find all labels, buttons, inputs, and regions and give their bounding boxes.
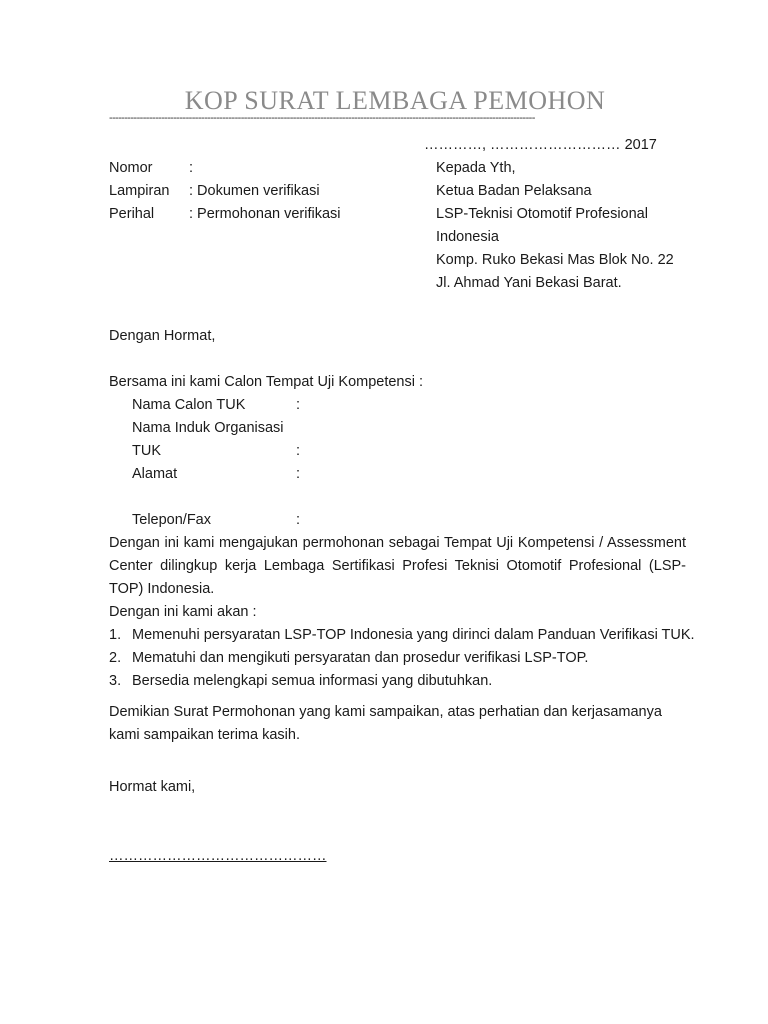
letterhead-separator: ------------------------------------------------------------------------------------------------------------------------------------------- [109, 112, 535, 124]
commitment-text: Memenuhi persyaratan LSP-TOP Indonesia yang dirinci dalam Panduan Verifikasi TUK. [132, 627, 695, 643]
recipient-line: LSP-Teknisi Otomotif Profesional [436, 206, 648, 222]
commitment-number: 3. [109, 673, 122, 689]
letterhead-title: KOP SURAT LEMBAGA PEMOHON [184, 86, 606, 115]
field-label: Nama Induk Organisasi [132, 420, 284, 436]
commitment-number: 2. [109, 650, 122, 666]
recipient-line: Ketua Badan Pelaksana [436, 183, 592, 199]
meta-label-lampiran: Lampiran [109, 183, 170, 199]
meta-label-perihal: Perihal [109, 206, 155, 222]
greeting: Dengan Hormat, [109, 328, 216, 344]
body-paragraph: Dengan ini kami mengajukan permohonan sebagai Tempat Uji Kompetensi / Assessment Center dilingkup kerja Lembaga Sertifikasi Profesi Teknisi Otomotif Profesional (LSP-TOP) Indonesia. [109, 535, 686, 597]
commitment-intro: Dengan ini kami akan : [109, 604, 257, 620]
commitment-text: Bersedia melengkapi semua informasi yang dibutuhkan. [132, 673, 493, 689]
closing-paragraph: Demikian Surat Permohonan yang kami sampaikan, atas perhatian dan kerjasamanya kami sampaikan terima kasih. [109, 704, 662, 743]
recipient-line: Kepada Yth, [436, 160, 516, 176]
field-colon: : [296, 512, 301, 528]
field-label: Nama Calon TUK [132, 397, 246, 413]
field-colon: : [296, 397, 301, 413]
signature-line: ……………………………………… [109, 848, 327, 864]
commitment-text: Mematuhi dan mengikuti persyaratan dan prosedur verifikasi LSP-TOP. [132, 650, 589, 666]
recipient-line: Komp. Ruko Bekasi Mas Blok No. 22 [436, 252, 674, 268]
recipient-line: Jl. Ahmad Yani Bekasi Barat. [436, 275, 622, 291]
commitment-number: 1. [109, 627, 122, 643]
field-label: Telepon/Fax [132, 512, 211, 528]
intro-text: Bersama ini kami Calon Tempat Uji Kompetensi : [109, 374, 424, 390]
meta-value-nomor: : [189, 160, 194, 176]
meta-label-nomor: Nomor [109, 160, 153, 176]
sign-off: Hormat kami, [109, 779, 196, 795]
field-label: Alamat [132, 466, 178, 482]
field-colon: : [296, 443, 301, 459]
recipient-line: Indonesia [436, 229, 499, 245]
date-line: …………, ……………………… 2017 [424, 137, 657, 153]
field-colon: : [296, 466, 301, 482]
field-label: TUK [132, 443, 161, 459]
meta-value-perihal: : Permohonan verifikasi [189, 206, 341, 222]
meta-value-lampiran: : Dokumen verifikasi [189, 183, 320, 199]
